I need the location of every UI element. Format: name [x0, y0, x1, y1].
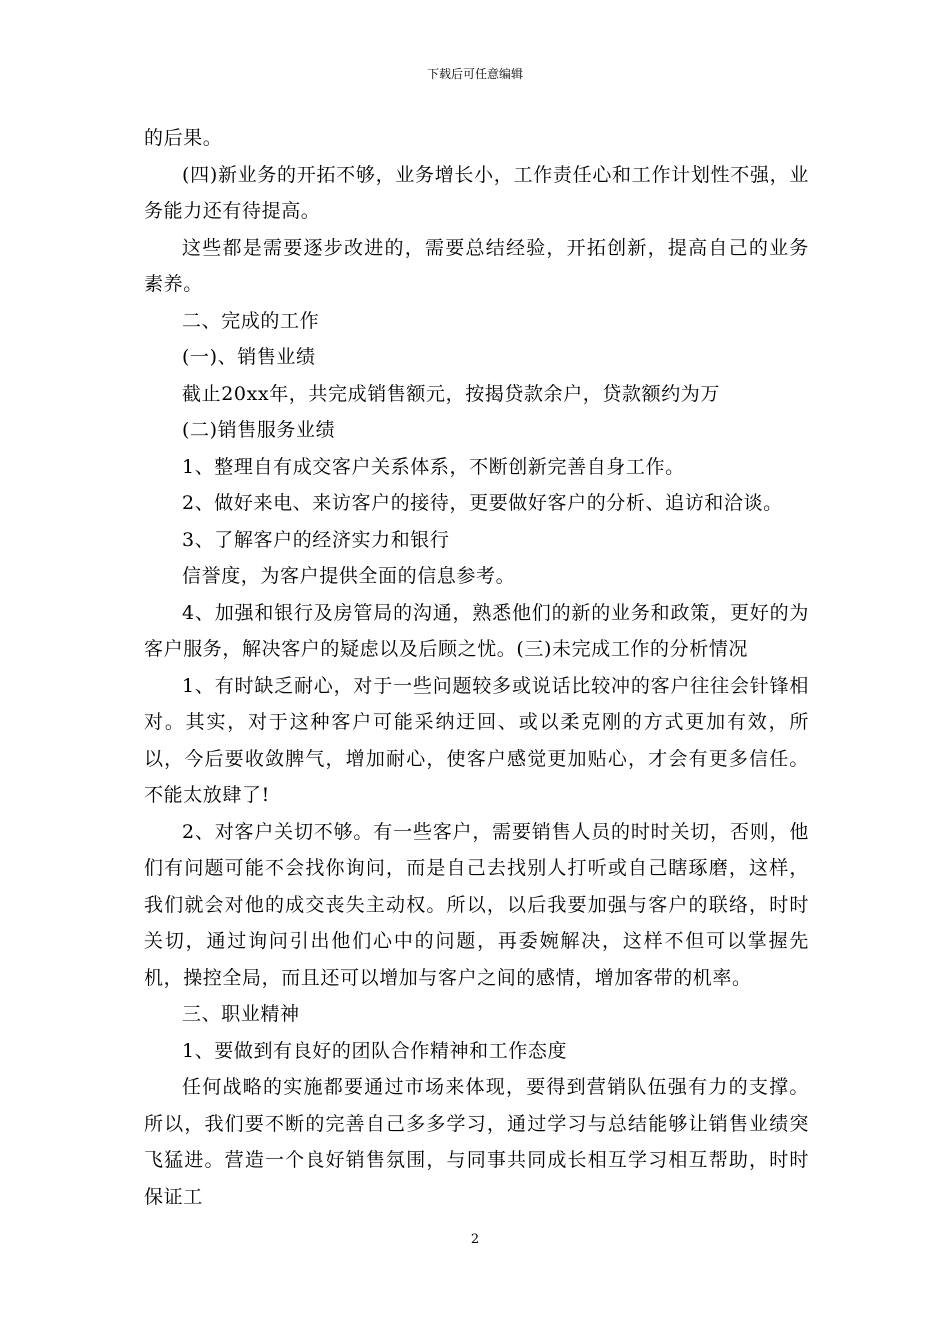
section-heading: 二、完成的工作: [182, 309, 320, 332]
page-number: 2: [470, 1232, 480, 1247]
subsection-heading: (二)销售服务业绩: [182, 419, 336, 441]
paragraph: 信誉度，为客户提供全面的信息参考。: [182, 565, 516, 587]
subsection-heading: (一)、销售业绩: [182, 346, 316, 368]
list-item: 4、加强和银行及房管局的沟通，熟悉他们的新的业务和政策，更好的为客户服务，解决客户的疑虑以及后顾之忧。(三)未完成工作的分析情况: [144, 601, 809, 660]
paragraph: 的后果。: [144, 127, 223, 149]
body-text: [144, 120, 809, 1215]
list-item: 2、做好来电、来访客户的接待，更要做好客户的分析、追访和洽谈。: [182, 492, 783, 514]
paragraph: 任何战略的实施都要通过市场来体现，要得到营销队伍强有力的支撑。所以，我们要不断的完善自己多多学习，通过学习与总结能够让销售业绩突飞猛进。营造一个良好销售氛围，与同事共同成长相互学习相互帮助，时时保证工: [144, 1076, 809, 1208]
list-item: 1、整理自有成交客户关系体系，不断创新完善自身工作。: [182, 455, 685, 478]
list-item: 1、要做到有良好的团队合作精神和工作态度: [182, 1039, 568, 1062]
paragraph: (四)新业务的开拓不够，业务增长小，工作责任心和工作计划性不强，业务能力还有待提高。: [144, 163, 809, 222]
list-item: 2、对客户关切不够。有一些客户，需要销售人员的时时关切，否则，他们有问题可能不会找你询问，而是自己去找别人打听或自己瞎琢磨，这样，我们就会对他的成交丧失主动权。所以，以后我要加强与客户的联络，时时关切，通过询问引出他们心中的问题，再委婉解决，这样不但可以掌握先机，操控全局，而且还可以增加与客户之间的感情，增加客带的机率。: [144, 820, 809, 989]
paragraph: 这些都是需要逐步改进的，需要总结经验，开拓创新，提高自己的业务素养。: [144, 236, 809, 295]
section-heading: 三、职业精神: [182, 1003, 300, 1025]
list-item: 3、了解客户的经济实力和银行: [182, 528, 450, 551]
list-item: 1、有时缺乏耐心，对于一些问题较多或说话比较冲的客户往往会针锋相对。其实，对于这种客户可能采纳迂回、或以柔克刚的方式更加有效，所以，今后要收敛脾气，增加耐心，使客户感觉更加贴心，才会有更多信任。不能太放肆了!: [144, 674, 809, 806]
paragraph: 截止20xx年，共完成销售额元，按揭贷款余户，贷款额约为万: [182, 382, 721, 405]
header-note: 下载后可任意编辑: [426, 67, 523, 81]
